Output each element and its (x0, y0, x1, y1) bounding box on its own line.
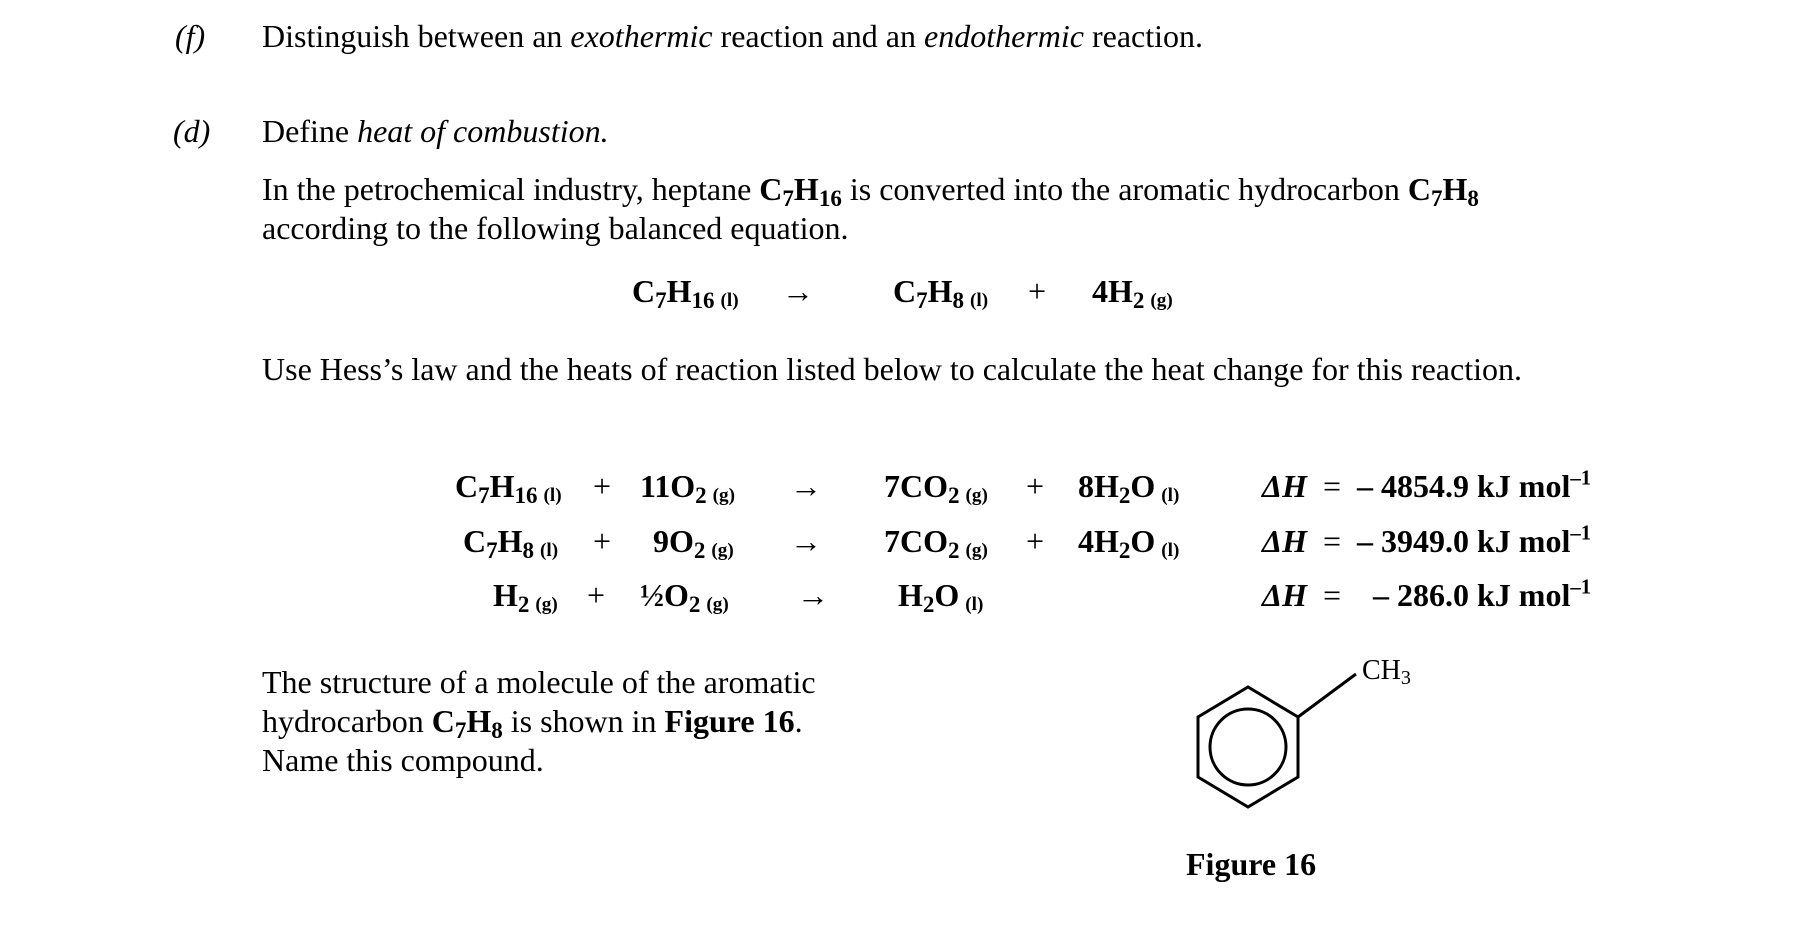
intro-line-2: according to the following balanced equation. (262, 210, 849, 246)
methyl-label: $CH_3$ (1362, 655, 1411, 690)
intro-line-1: In the petrochemical industry, heptane $C_7H_{16}$ is converted into the aromatic hydrocarbon $C_7H_8$ (262, 171, 1479, 211)
r2-enthalpy: ΔH = – 3949.0 kJ mol$^{-1}$ (1262, 521, 1592, 559)
methyl-bond (1298, 674, 1356, 717)
eq-product-1: $C_7H_8$ (l) (893, 273, 989, 313)
r3-arrow: → (797, 577, 829, 613)
r1-plus-1: + (593, 468, 612, 504)
r3-plus-1: + (587, 577, 606, 613)
r3-reactant-2: $\frac{1}{2}O_2$ (g) (640, 577, 729, 617)
structure-line-1: The structure of a molecule of the aromatic (262, 664, 816, 700)
r2-reactant-1: $C_7H_8$ (l) (463, 523, 559, 563)
structure-line-3: Name this compound. (262, 742, 544, 778)
r2-plus-2: + (1026, 523, 1045, 559)
r2-reactant-2: $9O_2$ (g) (653, 523, 734, 563)
r1-product-2: $8H_2O$ (l) (1078, 468, 1180, 508)
r1-enthalpy: ΔH = – 4854.9 kJ mol$^{-1}$ (1262, 466, 1592, 504)
r2-product-2: $4H_2O$ (l) (1078, 523, 1180, 563)
aromatic-circle (1210, 709, 1286, 785)
hess-instruction: Use Hess’s law and the heats of reaction listed below to calculate the heat change for this reaction. (262, 351, 1522, 387)
r1-product-1: $7CO_2$ (g) (884, 468, 988, 508)
formula-heptane: $C_7H_{16}$ (759, 171, 842, 211)
eq-product-2: $4H_2$ (g) (1092, 273, 1173, 313)
question-f-text: Distinguish between an exothermic reaction and an endothermic reaction. (262, 18, 1203, 54)
formula-toluene: $C_7H_8$ (1407, 171, 1479, 211)
question-d-label: (d) (173, 113, 211, 149)
figure-caption: Figure 16 (1186, 846, 1317, 882)
r3-reactant-1: $H_2$ (g) (493, 577, 558, 617)
question-f-label: (f) (175, 18, 206, 54)
eq-plus: + (1028, 273, 1047, 309)
eq-reactant: $C_7H_{16}$ (l) (632, 273, 739, 313)
r2-arrow: → (790, 523, 822, 559)
r2-product-1: $7CO_2$ (g) (884, 523, 988, 563)
benzene-ring (1198, 687, 1298, 807)
define-line: Define heat of combustion. (262, 113, 609, 149)
r3-enthalpy: ΔH = – 286.0 kJ mol$^{-1}$ (1262, 575, 1592, 613)
r1-reactant-1: $C_7H_{16}$ (l) (455, 468, 562, 508)
r1-reactant-2: $11O_2$ (g) (640, 468, 736, 508)
r1-arrow: → (790, 468, 822, 504)
eq-arrow: → (782, 273, 814, 309)
structure-paragraph (262, 663, 872, 780)
r1-plus-2: + (1026, 468, 1045, 504)
r3-product-1: $H_2O$ (l) (898, 577, 984, 617)
structure-line-2: hydrocarbon $C_7H_8$ is shown in Figure 16. (262, 703, 803, 743)
r2-plus-1: + (593, 523, 612, 559)
